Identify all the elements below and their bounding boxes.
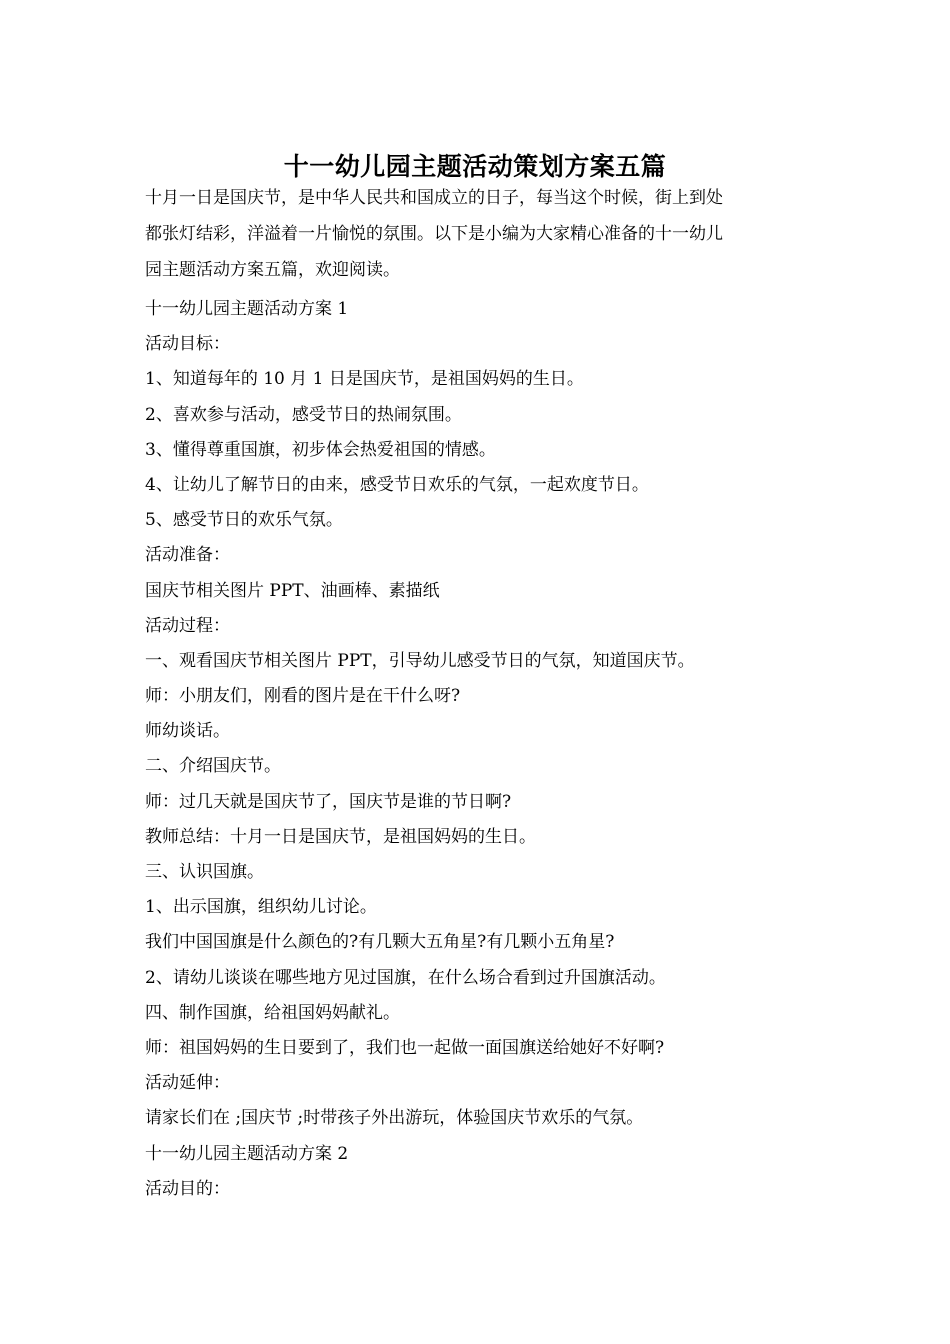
body-line: 2、喜欢参与活动，感受节日的热闹氛围。 — [145, 404, 462, 425]
section-heading: 十一幼儿园主题活动方案 2 — [145, 1143, 349, 1164]
subheading: 活动目标： — [145, 334, 230, 355]
section-heading: 十一幼儿园主题活动方案 1 — [145, 299, 349, 319]
body-line: 师幼谈话。 — [145, 721, 230, 742]
intro-paragraph — [145, 180, 810, 288]
body-line: 教师总结：十月一日是国庆节，是祖国妈妈的生日。 — [145, 826, 536, 847]
body-line: 师：祖国妈妈的生日要到了，我们也一起做一面国旗送给她好不好啊? — [145, 1037, 665, 1058]
body-line: 4、让幼儿了解节日的由来，感受节日欢乐的气氛，一起欢度节日。 — [145, 474, 649, 495]
intro-line: 十月一日是国庆节，是中华人民共和国成立的日子，每当这个时候，街上到处 — [145, 188, 723, 208]
subheading: 活动目的： — [145, 1178, 230, 1199]
body-line: 5、感受节日的欢乐气氛。 — [145, 510, 343, 531]
subheading: 活动延伸： — [145, 1073, 230, 1094]
body-line: 请家长们在 ;国庆节 ;时带孩子外出游玩，体验国庆节欢乐的气氛。 — [145, 1108, 644, 1129]
body-line: 四、制作国旗，给祖国妈妈献礼。 — [145, 1002, 400, 1023]
body-line: 1、知道每年的 10 月 1 日是国庆节，是祖国妈妈的生日。 — [145, 369, 584, 390]
body-line: 三、认识国旗。 — [145, 862, 264, 882]
body-line: 1、出示国旗，组织幼儿讨论。 — [145, 897, 377, 918]
document-title: 十一幼儿园主题活动策划方案五篇 — [283, 151, 667, 181]
subheading: 活动过程： — [145, 615, 230, 636]
body-lines — [145, 292, 810, 1207]
intro-line: 都张灯结彩，洋溢着一片愉悦的氛围。以下是小编为大家精心准备的十一幼儿 — [145, 224, 723, 244]
body-line: 二、介绍国庆节。 — [145, 756, 281, 777]
body-line: 我们中国国旗是什么颜色的?有几颗大五角星?有几颗小五角星? — [145, 932, 615, 953]
subheading: 活动准备： — [145, 545, 230, 566]
body-line: 师：过几天就是国庆节了，国庆节是谁的节日啊? — [145, 791, 512, 812]
intro-line: 园主题活动方案五篇，欢迎阅读。 — [145, 260, 400, 280]
body-line: 国庆节相关图片 PPT、油画棒、素描纸 — [145, 580, 440, 601]
body-line: 一、观看国庆节相关图片 PPT，引导幼儿感受节日的气氛，知道国庆节。 — [145, 650, 695, 671]
body-line: 2、请幼儿谈谈在哪些地方见过国旗，在什么场合看到过升国旗活动。 — [145, 967, 666, 988]
body-line: 师：小朋友们，刚看的图片是在干什么呀? — [145, 686, 461, 707]
body-line: 3、懂得尊重国旗，初步体会热爱祖国的情感。 — [145, 439, 496, 460]
